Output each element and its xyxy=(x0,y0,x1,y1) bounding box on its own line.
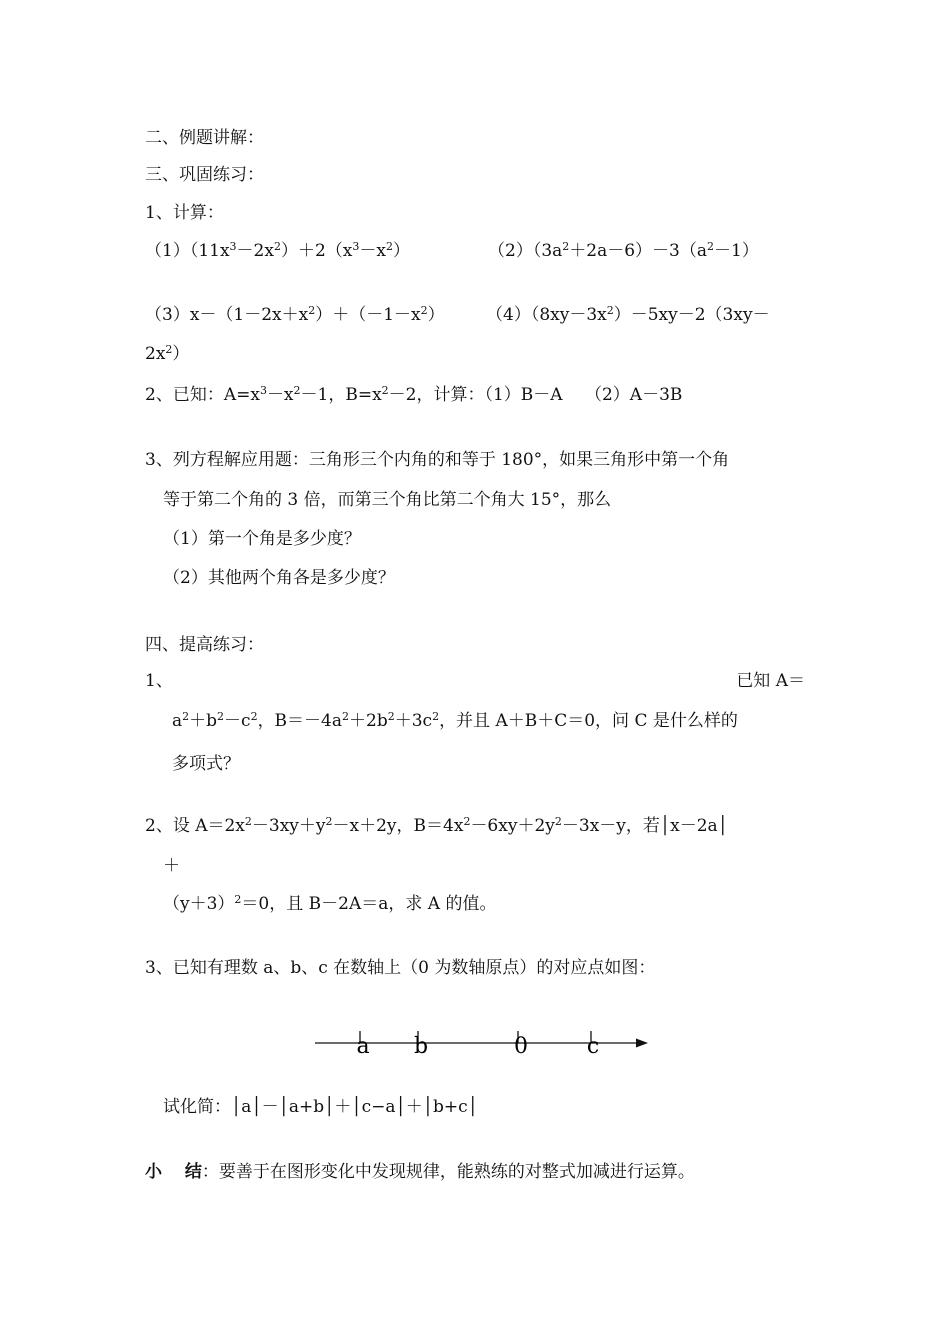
s4-q3-line-1: 3、已知有理数 a、b、c 在数轴上（0 为数轴原点）的对应点如图： xyxy=(145,958,656,978)
q3-line-1: 3、列方程解应用题：三角形三个内角的和等于 180°，如果三角形中第一个角 xyxy=(145,450,730,470)
q1-part-4: $(4)(8xy-3x^2)-5xy-2(3xy-$ xyxy=(486,304,770,325)
number-line xyxy=(300,1020,660,1070)
section-2-title: 二、例题讲解： xyxy=(145,128,264,148)
summary-text: ：要善于在图形变化中发现规律，能熟练的对整式加减进行运算。 xyxy=(201,1162,695,1182)
q1-part-4-continued: $2x^2$） xyxy=(145,343,190,364)
s4-q1-line-3: 多项式？ xyxy=(172,754,240,774)
label-c: c xyxy=(586,1034,600,1059)
label-a: a xyxy=(356,1034,370,1059)
label-0: 0 xyxy=(514,1034,528,1059)
s4-q1-line-1: 1、 已知 A＝ xyxy=(145,671,805,691)
q2-known: 2、已知：$A=x^3-x^2-1$，$B=x^2-2$，计算：（1）B－A （2）A－3B xyxy=(145,384,683,405)
q1-part-2: $(2)(3a^2+2a-6)-3(a^2-1)$ xyxy=(488,240,759,261)
section-4-title: 四、提高练习： xyxy=(145,635,264,655)
q1-label: 1、计算： xyxy=(145,203,224,223)
summary xyxy=(145,1161,695,1183)
q1-part-1: $(1)(11x^3-2x^2)+2(x^3-x^2)$ xyxy=(145,240,410,261)
summary-label: 小 结 xyxy=(145,1162,202,1182)
q3-line-2: 等于第二个角的 3 倍，而第三个角比第二个角大 15°，那么 xyxy=(163,490,612,510)
s4-q2-line-2: ＋ xyxy=(163,856,180,876)
s4-q1-line-2: $a^2+b^2-c^2$，$B=-4a^2+2b^2+3c^2$，并且 A＋B＋C＝0，问 C 是什么样的 xyxy=(172,710,738,731)
q3-sub-1: （1）第一个角是多少度？ xyxy=(163,529,361,549)
section-3-title: 三、巩固练习： xyxy=(145,165,264,185)
s4-q2-line-3: $(y+3)^2=0$，且 B－2A＝a，求 A 的值。 xyxy=(163,893,497,914)
label-b: b xyxy=(413,1034,429,1059)
number-line-arrow xyxy=(636,1039,648,1048)
s4-q2-line-1: 2、设 $A=2x^2-3xy+y^2-x+2y$，$B=4x^2-6xy+2y^2-3x-y$，若│x－2a│ xyxy=(145,815,728,836)
s4-q3-simplify: 试化简：│a│－│a+b│＋│c−a│＋│b+c│ xyxy=(163,1097,478,1117)
q1-part-3: $(3)x-(1-2x+x^2)+(-1-x^2)$ xyxy=(145,304,445,325)
q3-sub-2: （2）其他两个角各是多少度？ xyxy=(163,568,395,588)
